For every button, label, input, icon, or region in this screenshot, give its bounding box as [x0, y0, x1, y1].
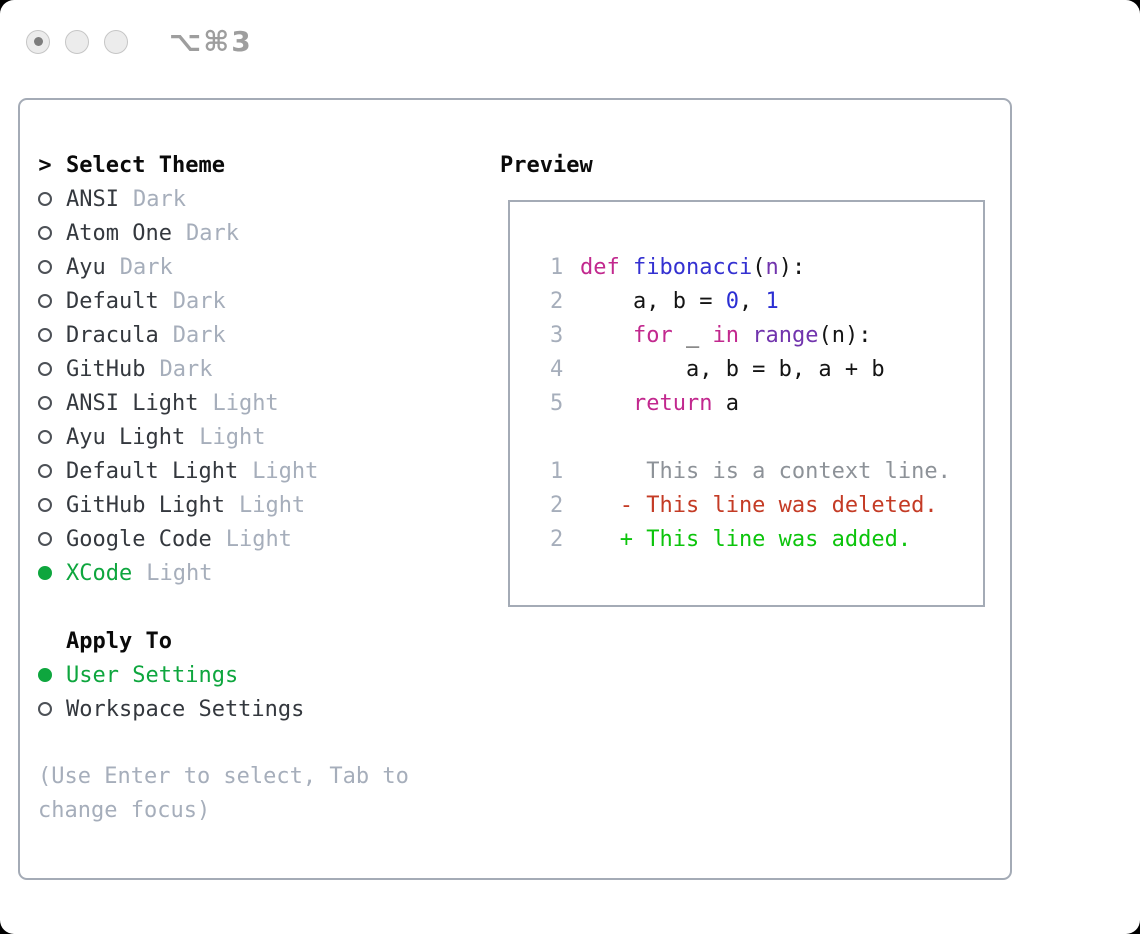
apply-to-section: [38, 624, 488, 726]
diff-context-line: 1 This is a context line.: [550, 455, 983, 489]
theme-option-github-dark[interactable]: GitHub Dark: [38, 352, 488, 386]
code-line: 4 a, b = b, a + b: [550, 353, 983, 387]
diff-added-line: 2 + This line was added.: [550, 523, 983, 557]
line-number: 2: [550, 289, 564, 314]
select-theme-title: Select Theme: [66, 152, 225, 178]
code-preview: [508, 200, 985, 607]
active-dot-icon: [34, 37, 43, 46]
theme-option-atom-one-dark[interactable]: Atom One Dark: [38, 216, 488, 250]
diff-deleted-line: 2 - This line was deleted.: [550, 489, 983, 523]
radio-selected-icon: [38, 668, 52, 682]
theme-option-ansi-light[interactable]: ANSI Light Light: [38, 386, 488, 420]
preview-title: Preview: [500, 152, 593, 178]
line-number: 4: [550, 357, 564, 382]
theme-option-google-code-light[interactable]: Google Code Light: [38, 522, 488, 556]
keyboard-shortcut-label: ⌥⌘3: [169, 25, 253, 58]
line-number: 2: [550, 527, 564, 552]
window-button-zoom[interactable]: [104, 30, 128, 54]
apply-option-user-settings[interactable]: User Settings: [38, 658, 488, 692]
radio-icon: [38, 226, 52, 240]
select-theme-header: [38, 148, 488, 182]
focus-caret-icon: >: [38, 152, 52, 178]
theme-option-ayu-dark[interactable]: Ayu Dark: [38, 250, 488, 284]
radio-icon: [38, 464, 52, 478]
theme-option-dracula-dark[interactable]: Dracula Dark: [38, 318, 488, 352]
apply-to-header: [38, 624, 488, 658]
apply-option-workspace-settings[interactable]: Workspace Settings: [38, 692, 488, 726]
theme-option-xcode-light[interactable]: XCode Light: [38, 556, 488, 590]
theme-option-github-light[interactable]: GitHub Light Light: [38, 488, 488, 522]
window-titlebar: [26, 25, 253, 58]
radio-icon: [38, 702, 52, 716]
theme-option-default-dark[interactable]: Default Dark: [38, 284, 488, 318]
code-line: 3 for _ in range(n):: [550, 319, 983, 353]
window-button-minimize[interactable]: [65, 30, 89, 54]
radio-icon: [38, 294, 52, 308]
apply-to-title: Apply To: [66, 628, 172, 654]
theme-list: [38, 148, 488, 828]
line-number: 1: [550, 459, 564, 484]
window-button-close[interactable]: [26, 30, 50, 54]
radio-icon: [38, 328, 52, 342]
theme-option-ansi-dark[interactable]: ANSI Dark: [38, 182, 488, 216]
theme-selector-panel: [18, 98, 1012, 880]
radio-icon: [38, 498, 52, 512]
radio-icon: [38, 362, 52, 376]
line-number: 3: [550, 323, 564, 348]
radio-icon: [38, 396, 52, 410]
radio-icon: [38, 430, 52, 444]
line-number: 1: [550, 255, 564, 280]
code-line: 1 def fibonacci(n):: [550, 251, 983, 285]
preview-header: [500, 148, 593, 182]
line-number: 2: [550, 493, 564, 518]
line-number: 5: [550, 391, 564, 416]
radio-icon: [38, 260, 52, 274]
code-line: 5 return a: [550, 387, 983, 421]
code-line: 2 a, b = 0, 1: [550, 285, 983, 319]
radio-icon: [38, 192, 52, 206]
theme-option-default-light[interactable]: Default Light Light: [38, 454, 488, 488]
theme-option-ayu-light[interactable]: Ayu Light Light: [38, 420, 488, 454]
blank-line: [550, 421, 983, 455]
radio-icon: [38, 532, 52, 546]
radio-selected-icon: [38, 566, 52, 580]
keyboard-hint-text: (Use Enter to select, Tab to change focus): [38, 764, 409, 823]
